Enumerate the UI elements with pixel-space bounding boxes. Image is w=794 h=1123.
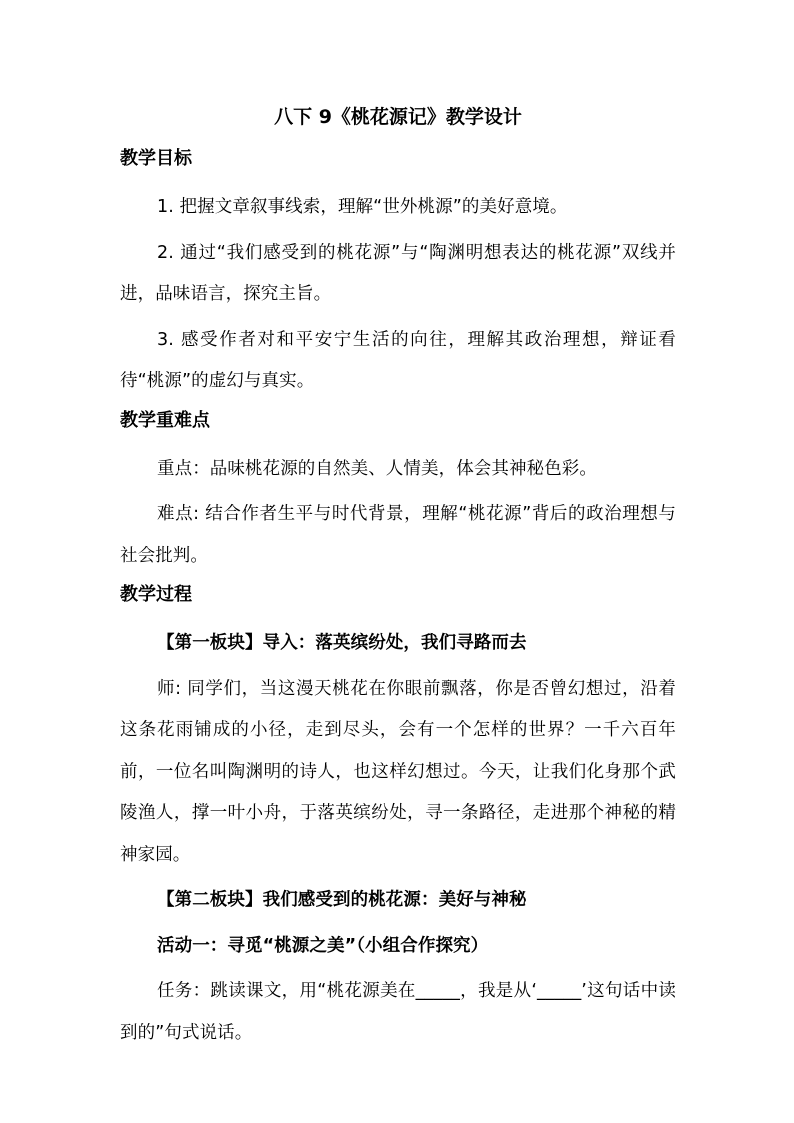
document-page bbox=[120, 103, 676, 1058]
block1-text: 师: 同学们，当这漫天桃花在你眼前飘落，你是否曾幻想过，沿着这条花雨铺成的小径，走到尽头，会有一个怎样的世界？一千六百年前，一位名叫陶渊明的诗人，也这样幻想过。今天，让我们化身那个武陵渔人，撑一叶小舟，于落英缤纷处，寻一条路径，走进那个神秘的精神家园。 bbox=[120, 678, 676, 865]
task-text: 任务：跳读课文，用“桃花源美在_____，我是从‘_____’这句话中读到的”句式说话。 bbox=[120, 981, 676, 1043]
difficult-point: 难点: 结合作者生平与时代背景，理解“桃花源”背后的政治理想与社会批判。 bbox=[120, 504, 676, 566]
goal-item-1: 1. 把握文章叙事线索，理解“世外桃源”的美好意境。 bbox=[157, 197, 568, 217]
activity1-heading: 活动一：寻觅“桃源之美”（小组合作探究） bbox=[157, 935, 489, 956]
block1-heading: 【第一板块】导入：落英缤纷处，我们寻路而去 bbox=[157, 633, 527, 653]
key-point: 重点：品味桃花源的自然美、人情美，体会其神秘色彩。 bbox=[157, 458, 597, 479]
section-heading-key-points: 教学重难点 bbox=[120, 409, 210, 431]
goal-item-2: 2. 通过“我们感受到的桃花源”与“陶渊明想表达的桃花源”双线并进，品味语言，探究主旨。 bbox=[120, 242, 676, 304]
goal-item-3: 3. 感受作者对和平安宁生活的向往，理解其政治理想，辩证看待“桃源”的虚幻与真实。 bbox=[120, 329, 676, 391]
block2-heading: 【第二板块】我们感受到的桃花源：美好与神秘 bbox=[157, 890, 527, 910]
section-heading-goals: 教学目标 bbox=[120, 148, 192, 169]
document-title: 八下 9《桃花源记》教学设计 bbox=[274, 106, 522, 128]
section-heading-process: 教学过程 bbox=[120, 584, 192, 605]
